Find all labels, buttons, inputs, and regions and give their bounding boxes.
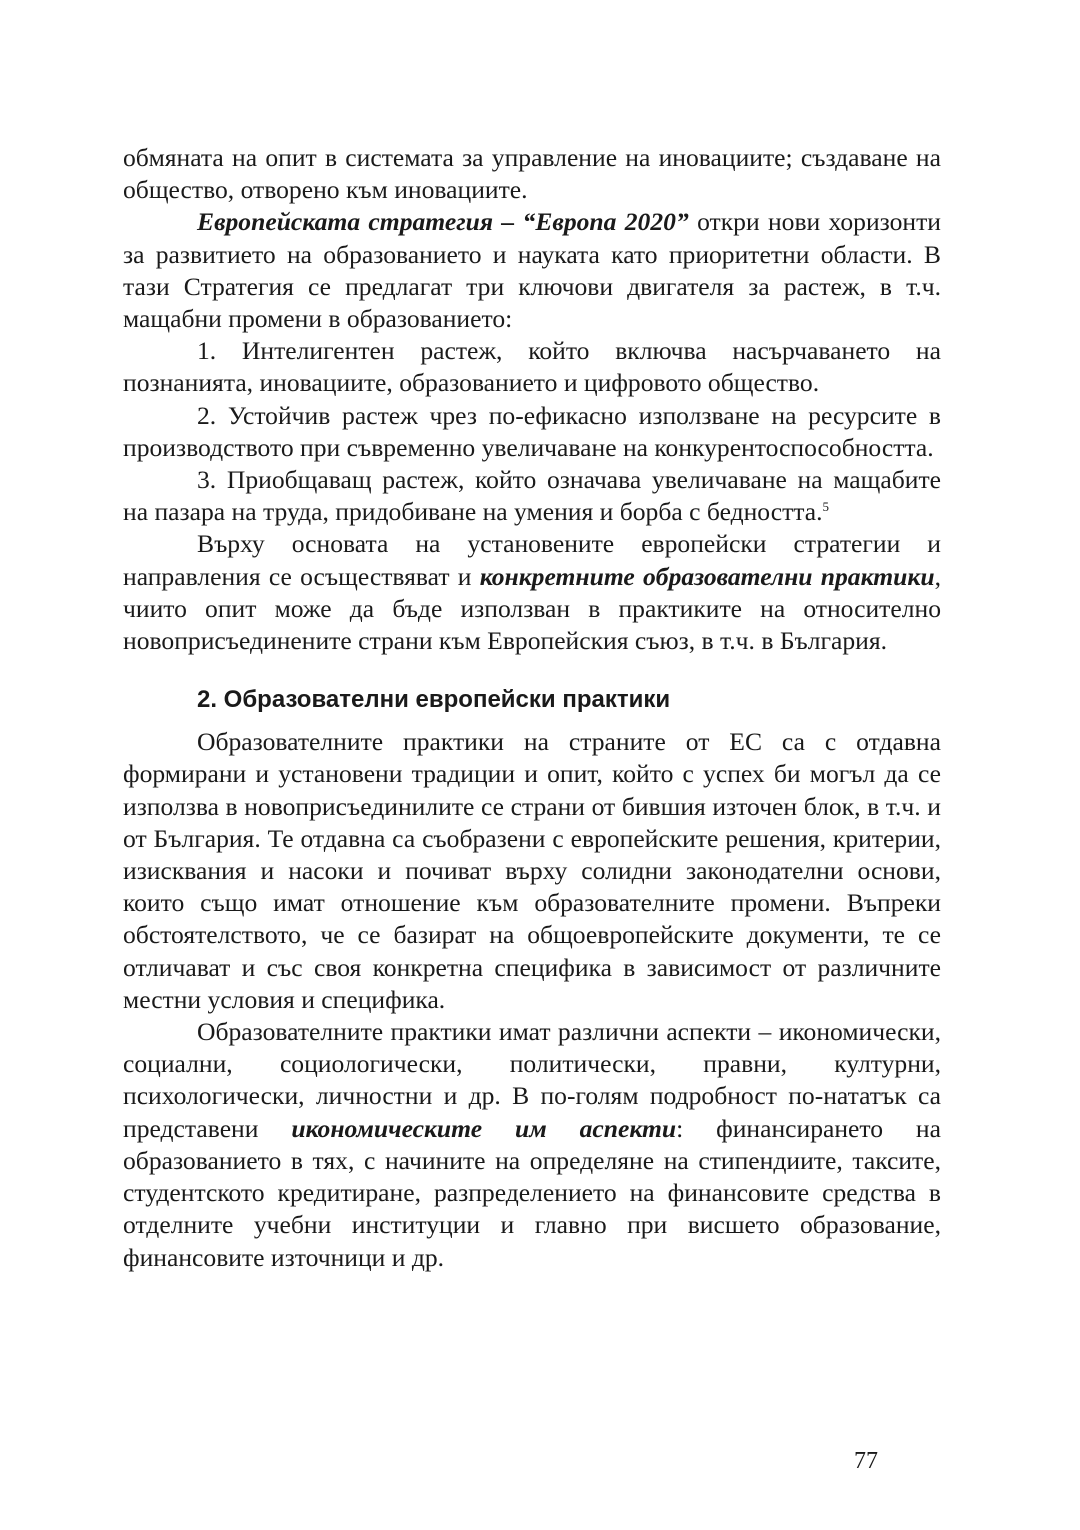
list-item-sustainable-growth bbox=[123, 400, 941, 464]
list-item-text: 2. Устойчив растеж чрез по-ефикасно използване на ресурсите в производството при съвременно увеличаване на конкурентоспособността. bbox=[123, 400, 941, 462]
paragraph-text: Върху основата на установените европейски стратегии и направления се осъществяват и bbox=[123, 529, 941, 591]
paragraph-text: : финансирането на образованието в тях, с начините на определяне на стипендиите, таксите, студентското кредитиране, разпределението на финансовите средства в отделните учебни институции и главно при висшето образование, финансовите източници и др. bbox=[123, 1113, 941, 1272]
paragraph-text: откри нови хоризонти за развитието на образованието и науката като приоритетни области. В тази Стратегия се предлагат три ключови двигателя за растеж, в т.ч. мащабни промени в образованието: bbox=[123, 207, 941, 334]
list-item-inclusive-growth bbox=[123, 464, 941, 528]
paragraph-practices bbox=[123, 528, 941, 657]
footnote-marker: 5 bbox=[822, 499, 830, 515]
paragraph-text: , чиито опит може да бъде използван в практиките на относително новоприсъединените страни към Европейския съюз, в т.ч. в България. bbox=[123, 561, 941, 656]
paragraph-text: обмяната на опит в системата за управление на иновациите; създаване на общество, отворено към иновациите. bbox=[123, 143, 941, 205]
emphasis-economic-aspects: икономическите им аспекти bbox=[291, 1113, 677, 1143]
paragraph-text: Образователните практики на страните от ЕС са с отдавна формирани и установени традиции и опит, който с успех би могъл да се използва в новоприсъединилите се страни от бившия източен блок, в т.ч. и от България. Те отдавна са съобразени с европейските решения, критерии, изисквания и насоки и почиват върху солидни законодателни основи, които също имат отношение към образователните промени. Въпреки обстоятелството, че се базират на общоевропейските документи, те се отличават и със своя конкретна специфика в зависимост от различните местни условия и специфика. bbox=[123, 727, 941, 1014]
paragraph-continued bbox=[123, 142, 941, 206]
paragraph-europe-2020 bbox=[123, 206, 941, 335]
page-number: 77 bbox=[854, 1448, 878, 1474]
emphasis-specific-practices: конкретните образователни практики bbox=[479, 561, 935, 591]
section-heading: 2. Образователни европейски практики bbox=[197, 686, 671, 714]
paragraph-aspects bbox=[123, 1016, 941, 1274]
paragraph-text: Образователните практики имат различни аспекти – икономически, социални, социологически, политически, правни, културни, психологически, личностни и др. В по-голям подробност по-нататък са представени bbox=[123, 1017, 941, 1143]
page-body bbox=[123, 142, 941, 1274]
list-item-smart-growth bbox=[123, 335, 941, 399]
emphasis-europe-2020: Европейската стратегия – “Европа 2020” bbox=[197, 207, 689, 237]
list-item-text: 3. Приобщаващ растеж, който означава увеличаване на мащабите на пазара на труда, придобиване на умения и борба с бедността. bbox=[123, 465, 941, 527]
paragraph-eu-practices bbox=[123, 726, 941, 1016]
list-item-text: 1. Интелигентен растеж, който включва насърчаването на познанията, иновациите, образованието и цифровото общество. bbox=[123, 336, 941, 398]
